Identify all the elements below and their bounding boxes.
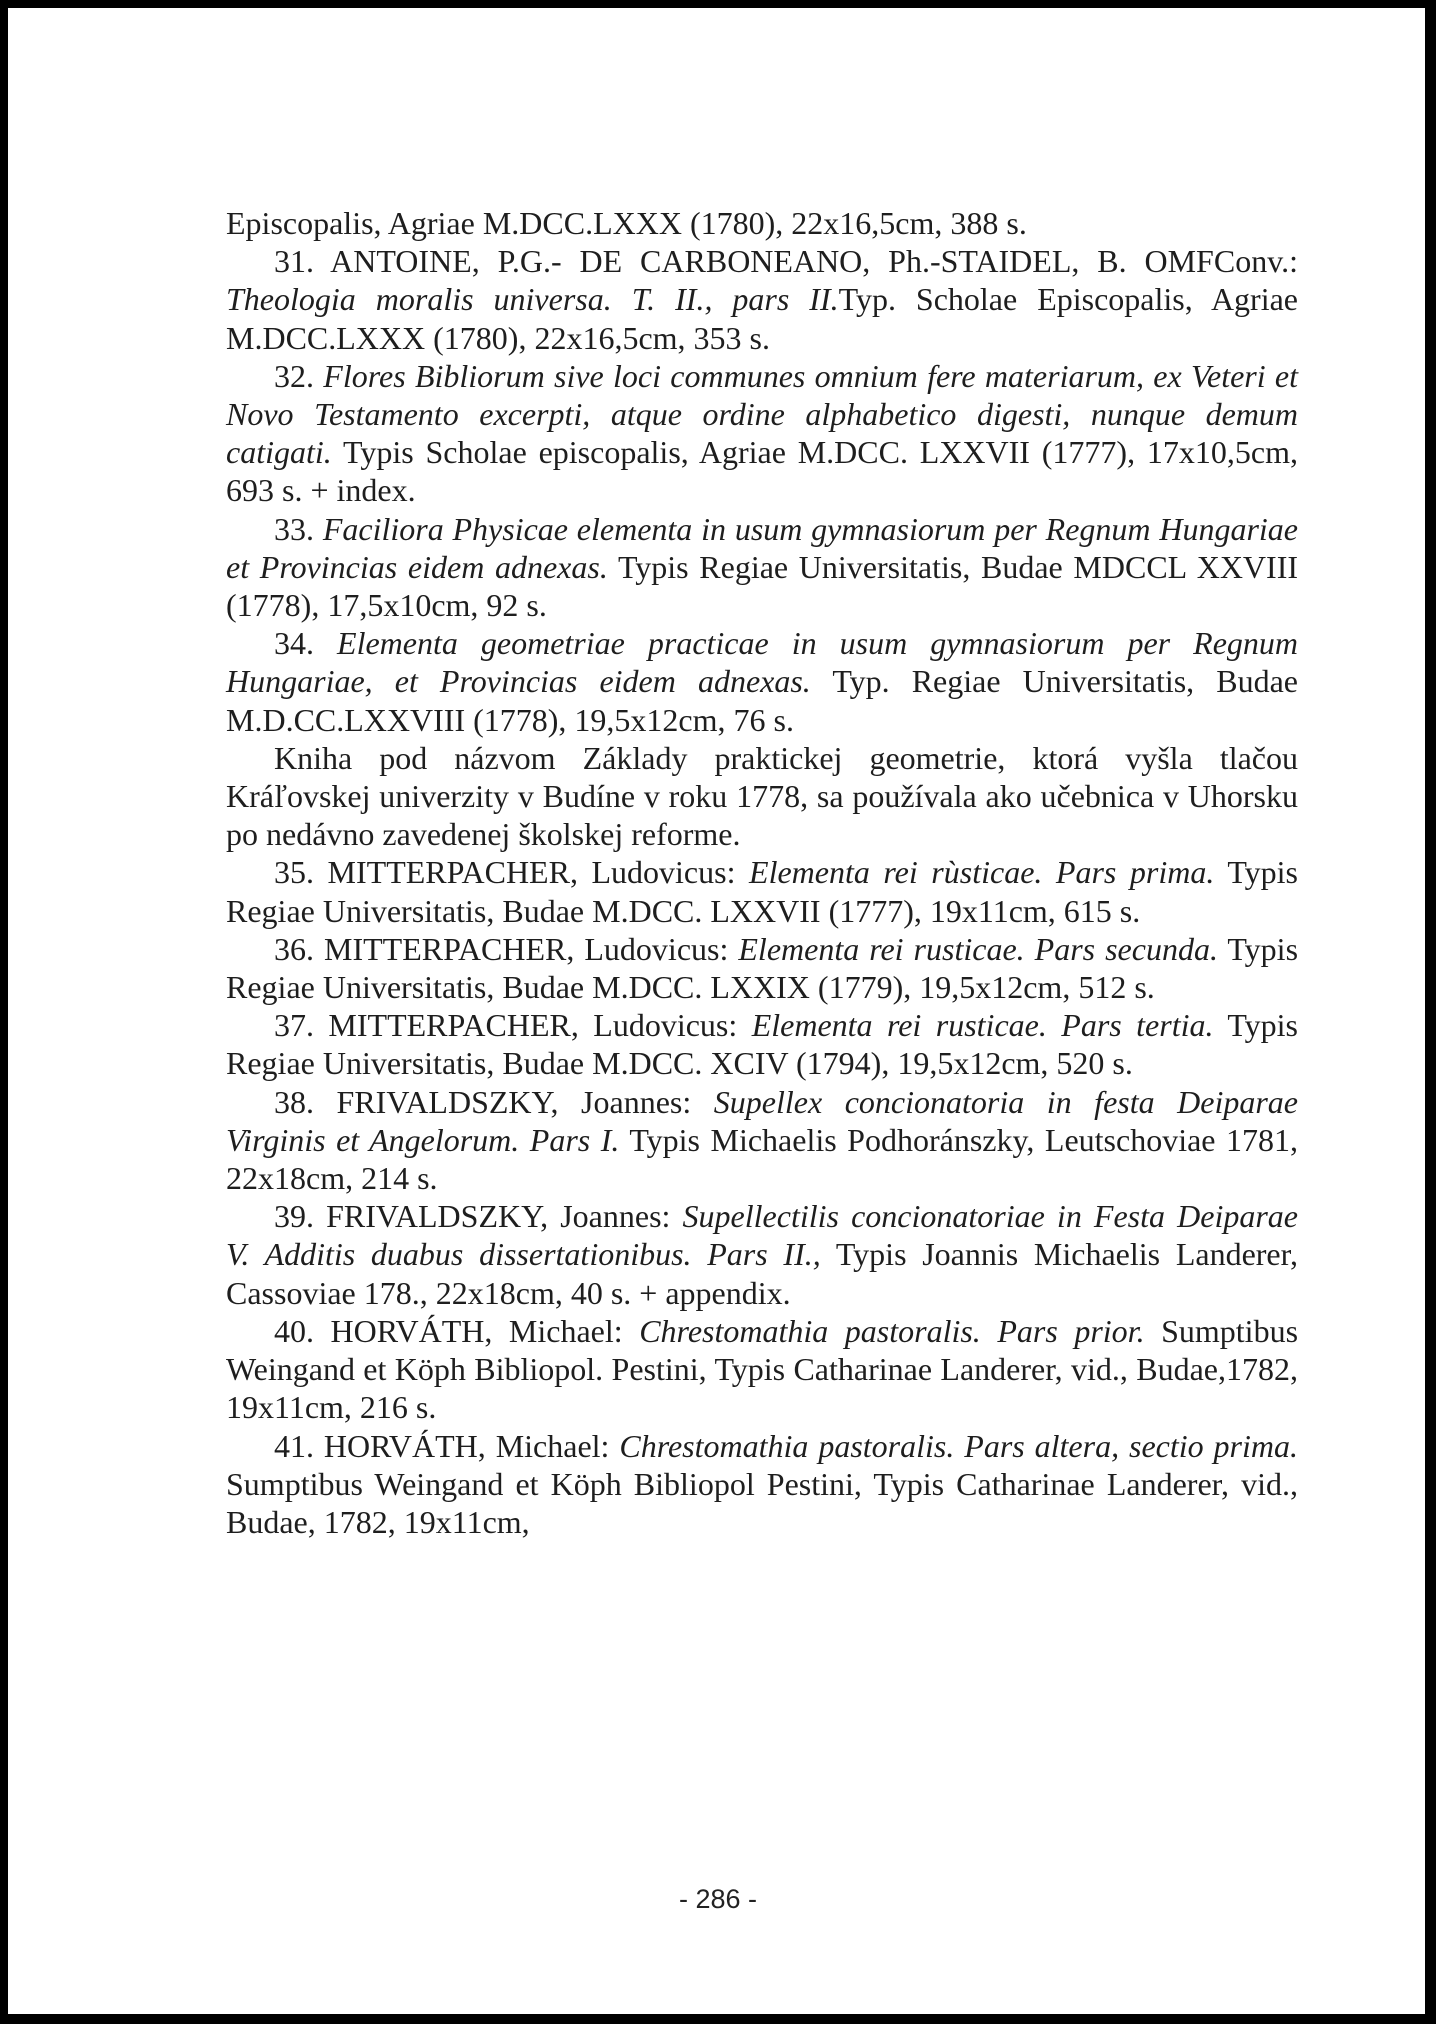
entry-text: Typis Regiae Universitatis, Budae M.DCC. LXXVII (1777), 19x11cm, 615 s.: [226, 854, 1299, 929]
entry-text: Typis Regiae Universitatis, Budae MDCCL XXVIII (1778), 17,5x10cm, 92 s.: [226, 548, 1299, 624]
entry-title: Supellectilis concionatoriae in Festa Deiparae V. Additis duabus dissertationibus. Pars II.,: [226, 1198, 1299, 1273]
bibliography-text: [226, 204, 1298, 1541]
entry-text: 38. FRIVALDSZKY, Joannes:: [274, 1083, 714, 1120]
note-paragraph: [226, 739, 1298, 854]
entry-text: 34.: [274, 625, 338, 662]
entry-title: Chrestomathia pastoralis. Pars prior.: [639, 1312, 1145, 1349]
entry-title: Elementa rei rusticae. Pars secunda.: [738, 930, 1218, 967]
entry-text: 39. FRIVALDSZKY, Joannes:: [274, 1198, 683, 1235]
bibliography-entry: [226, 204, 1298, 242]
bibliography-entry: [226, 1083, 1298, 1198]
entry-text: Sumptibus Weingand et Köph Bibliopol. Pestini, Typis Catharinae Landerer, vid., Budae,1782, 19x11cm, 216 s.: [226, 1312, 1299, 1426]
bibliography-entry: [226, 242, 1298, 357]
entry-text: 41. HORVÁTH, Michael:: [274, 1427, 620, 1464]
entry-text: 40. HORVÁTH, Michael:: [274, 1312, 640, 1349]
bibliography-entry: [226, 1197, 1298, 1312]
entry-text: 37. MITTERPACHER, Ludovicus:: [274, 1007, 752, 1044]
entry-title: Elementa rei rùsticae. Pars prima.: [749, 854, 1215, 891]
entry-text: Typis Scholae episcopalis, Agriae M.DCC. LXXVII (1777), 17x10,5cm, 693 s. + index.: [226, 434, 1298, 509]
entry-title: Elementa rei rusticae. Pars tertia.: [751, 1007, 1214, 1044]
entry-text: Kniha pod názvom Základy praktickej geometrie, ktorá vyšla tlačou Kráľovskej univerzity v Budíne v roku 1778, sa používala ako učebnica v Uhorsku po nedávno zavedenej školskej reforme.: [226, 739, 1298, 853]
bibliography-entry: [226, 1006, 1298, 1082]
bibliography-entry: [226, 853, 1298, 929]
entry-text: Typ. Regiae Universitatis, Budae M.D.CC.LXXVIII (1778), 19,5x12cm, 76 s.: [226, 663, 1299, 738]
bibliography-entry: [226, 357, 1298, 510]
entry-text: Typis Regiae Universitatis, Budae M.DCC. LXXIX (1779), 19,5x12cm, 512 s.: [226, 930, 1299, 1006]
entry-text: 35. MITTERPACHER, Ludovicus:: [274, 854, 750, 891]
entry-title: Chrestomathia pastoralis. Pars altera, sectio prima.: [619, 1427, 1299, 1464]
entry-title: Supellex concionatoria in festa Deiparae Virginis et Angelorum. Pars I.: [226, 1083, 1299, 1158]
entry-text: 36. MITTERPACHER, Ludovicus:: [274, 930, 739, 967]
entry-text: Episcopalis, Agriae M.DCC.LXXX (1780), 22x16,5cm, 388 s.: [226, 205, 1027, 241]
entry-text: Typ. Scholae Episcopalis, Agriae M.DCC.LXXX (1780), 22x16,5cm, 353 s.: [226, 281, 1299, 356]
entry-text: 33.: [274, 510, 323, 547]
bibliography-entry: [226, 624, 1298, 739]
entry-text: Typis Michaelis Podhoránszky, Leutschoviae 1781, 22x18cm, 214 s.: [226, 1121, 1299, 1197]
entry-text: Typis Regiae Universitatis, Budae M.DCC. XCIV (1794), 19,5x12cm, 520 s.: [226, 1007, 1299, 1082]
bibliography-entry: [226, 1312, 1298, 1427]
entry-text: Typis Joannis Michaelis Landerer, Cassoviae 178., 22x18cm, 40 s. + appendix.: [226, 1236, 1299, 1311]
entry-text: 31. ANTOINE, P.G.- DE CARBONEANO, Ph.-STAIDEL, B. OMFConv.:: [274, 243, 1298, 280]
bibliography-entry: [226, 510, 1298, 625]
entry-title: Faciliora Physicae elementa in usum gymnasiorum per Regnum Hungariae et Provincias eidem adnexas.: [226, 510, 1299, 585]
entry-title: Flores Bibliorum sive loci communes omnium fere materiarum, ex Veteri et Novo Testamento excerpti, atque ordine alphabetico digesti, nunque demum catigati.: [226, 357, 1299, 471]
entry-text: 32.: [274, 357, 324, 394]
entry-title: Elementa geometriae practicae in usum gymnasiorum per Regnum Hungariae, et Provincias eidem adnexas.: [226, 625, 1299, 700]
bibliography-entry: [226, 1427, 1298, 1542]
page-number: - 286 -: [678, 1884, 758, 1914]
entry-text: Sumptibus Weingand et Köph Bibliopol Pestini, Typis Catharinae Landerer, vid., Budae, 1782, 19x11cm,: [226, 1465, 1298, 1540]
entry-title: Theologia moralis universa. T. II., pars II.: [226, 281, 839, 318]
bibliography-entry: [226, 930, 1298, 1006]
